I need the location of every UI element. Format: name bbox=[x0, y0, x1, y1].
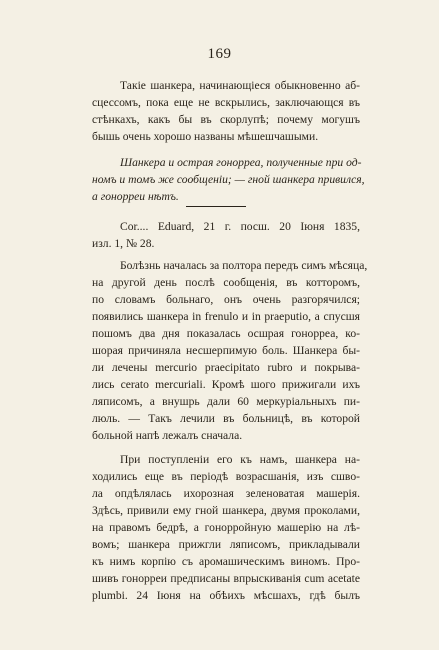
text-line: ли лечены mercurio praecipitato rubro и покрыва- bbox=[92, 361, 360, 374]
text-line: пошомъ два дня показалась осшрая гонорреа, ко- bbox=[92, 327, 360, 340]
text-line: изл. 1, № 28. bbox=[92, 237, 155, 250]
separator-rule bbox=[186, 206, 246, 207]
text-line: ляписомъ, а внушрь дали 60 меркуріальныхъ пи- bbox=[92, 395, 360, 408]
text-line: сцессомъ, пока еще не вскрылись, заключающся въ bbox=[92, 96, 360, 109]
text-line: люль. — Такъ лечили въ больницѣ, въ которой bbox=[92, 412, 360, 425]
text-line: появились шанкера in frenulo и in praeputio, а спусшя bbox=[92, 310, 360, 323]
text-line: номъ и томъ же сообщеніи; — гной шанкера привился, bbox=[92, 173, 365, 186]
text-line: Здѣсь, привили ему гной шанкера, двумя проколами, bbox=[92, 504, 360, 517]
page-number: 169 bbox=[207, 46, 232, 62]
text-line: шивъ гонорреи предписаны впрыскиванія cum acetate bbox=[92, 572, 360, 585]
text-line: бышь очень хорошо названы мѣшешчашыми. bbox=[92, 130, 319, 143]
text-line: plumbi. 24 Іюня на обѣихъ мѣсшахъ, гдѣ былъ bbox=[92, 589, 360, 602]
text-line: а гонорреи нѣтъ. bbox=[92, 190, 179, 203]
text-line: къ нимъ корпію съ аромашическимъ виномъ. Про- bbox=[92, 555, 360, 568]
text-line: лись cerato mercuriali. Кромѣ шого прижигали ихъ bbox=[92, 378, 360, 391]
text-line: стѣнкахъ, какъ бы въ скорлупѣ; почему могушъ bbox=[92, 113, 360, 126]
text-line: по словамъ больнаго, онъ очень разгорячился; bbox=[92, 293, 360, 306]
text-line: Такіе шанкера, начинающіеся обыкновенно аб- bbox=[120, 79, 360, 92]
text-line: Шанкера и острая гонорреа, полученные при од- bbox=[120, 156, 362, 169]
text-line: ходились еще въ періодѣ возрасшанія, изъ сшво- bbox=[92, 470, 360, 483]
text-line: шорая причиняла несшерпимую боль. Шанкера бы- bbox=[92, 344, 360, 357]
text-line: на правомъ бедрѣ, а гонорройную машерію на лѣ- bbox=[92, 521, 360, 534]
text-line: больной напѣ лежалъ сначала. bbox=[92, 429, 243, 442]
text-line: на другой день послѣ сообщенія, въ котторомъ, bbox=[92, 276, 360, 289]
text-line: Cor.... Eduard, 21 г. посш. 20 Іюня 1835, bbox=[120, 220, 360, 233]
text-line: Болѣзнь началась за полтора передъ симъ мѣсяца, bbox=[120, 259, 368, 272]
text-line: ла опдѣлялась ихорозная зеленоватая машерія. bbox=[92, 487, 360, 500]
text-line: При поступленіи его къ намъ, шанкера на- bbox=[120, 453, 360, 466]
text-line: вомъ; шанкера прижгли ляписомъ, прикладывали bbox=[92, 538, 360, 551]
